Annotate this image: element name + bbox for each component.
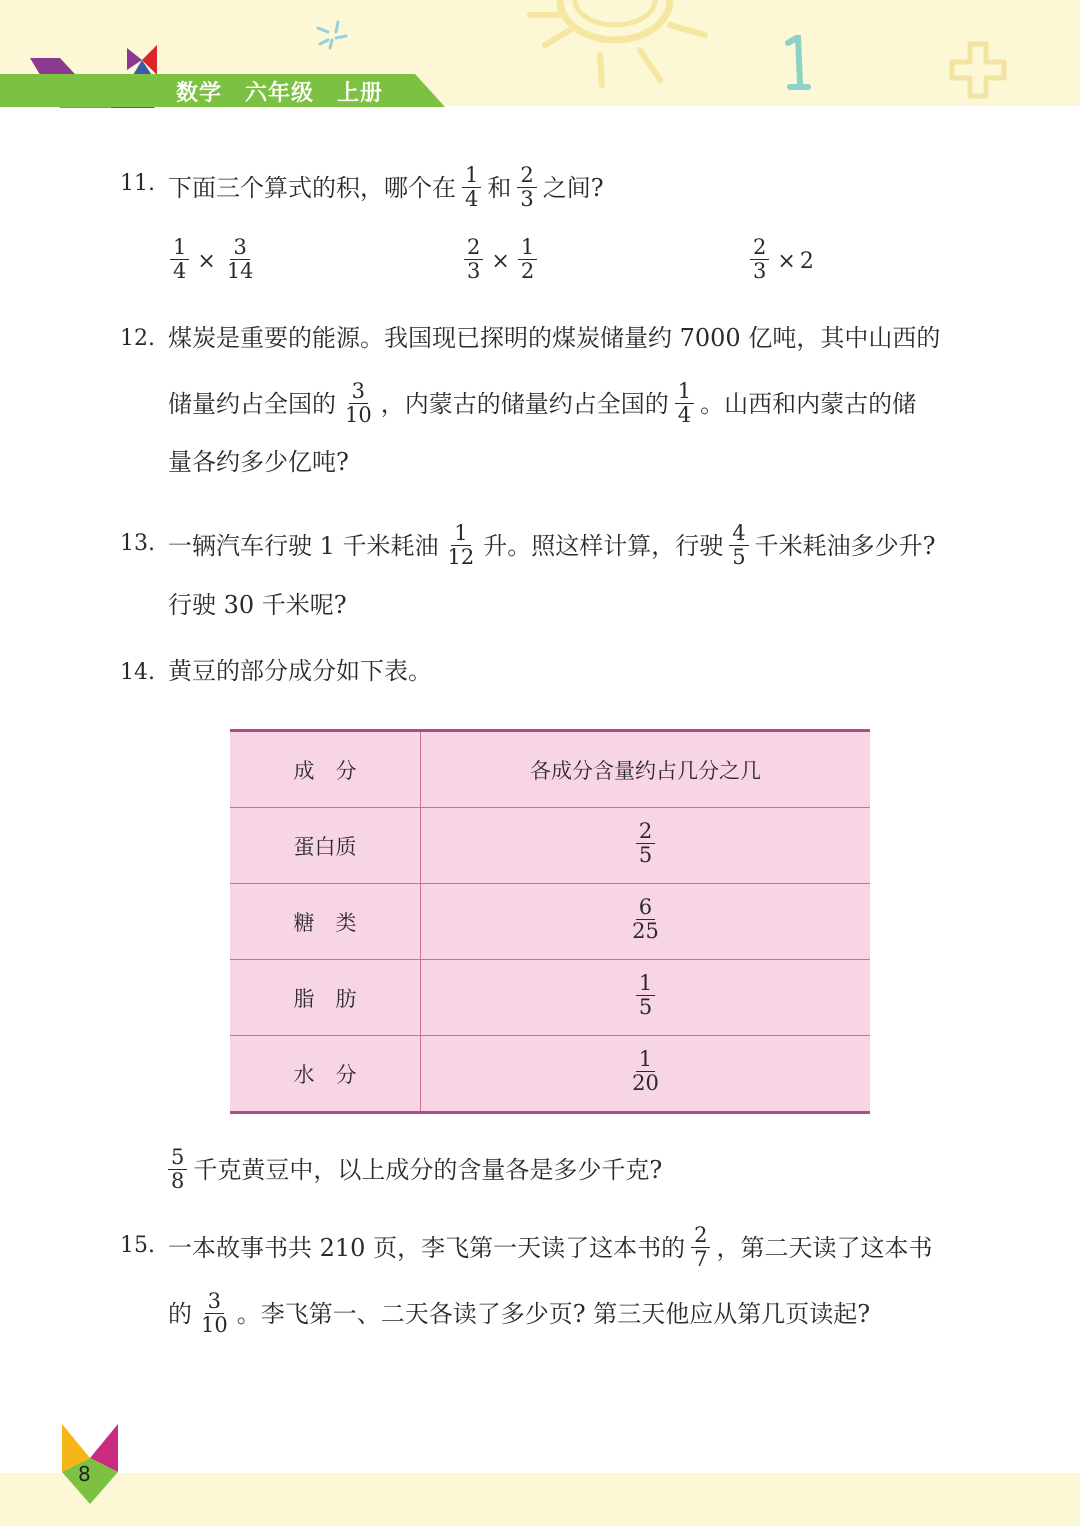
page-number: 8 [78,1462,91,1486]
table-cell-fraction: $\frac{6}{25}$ [421,884,871,960]
q14-fraction-weight: $\frac{5}{8}$ [168,1146,187,1193]
header-title: 数学 六年级 上册 [176,81,384,106]
table-header-component: 成 分 [230,731,421,808]
q11-expression-2: $\frac{2}{3}$ × $\frac{1}{2}$ [458,238,543,285]
table-cell-name: 水 分 [230,1036,421,1113]
q15-line-1: 一本故事书共 210 页，李飞第一天读了这本书的 $\frac{2}{7}$ ，第二天读了这本书 [168,1223,933,1271]
q12-fraction-shanxi: $\frac{3}{10}$ [345,379,372,427]
sun-icon [520,0,710,90]
table-cell-name: 蛋白质 [230,808,421,884]
q11-expression-3: $\frac{2}{3}$ × 2 [744,238,816,285]
table-cell-name: 糖 类 [230,884,421,960]
q11-text-a: 下面三个算式的积，哪个在 [168,174,456,202]
q13-fraction-fuel: $\frac{1}{12}$ [447,521,475,569]
q11-fraction-high: $\frac{2}{3}$ [517,164,536,211]
q11-number: 11. [120,171,155,196]
soybean-composition-table [230,729,870,1114]
table-row [230,884,870,960]
table-row [230,808,870,884]
q14-number: 14. [120,660,155,685]
q13-line-2: 行驶 30 千米呢? [168,591,347,619]
q11-text-b: 和 [487,174,512,202]
q15-fraction-day1: $\frac{2}{7}$ [691,1224,710,1271]
q15-line-2: 的 $\frac{3}{10}$ 。李飞第一、二天各读了多少页? 第三天他应从第几页读起? [168,1289,871,1337]
table-row [230,1036,870,1113]
q12-line-2: 储量约占全国的 $\frac{3}{10}$ ，内蒙古的储量约占全国的 $\frac{1}{4}$ 。山西和内蒙古的储 [168,379,917,427]
q11-fraction-low: $\frac{1}{4}$ [462,164,481,211]
q15-number: 15. [120,1233,155,1258]
q13-fraction-distance: $\frac{4}{5}$ [729,522,748,569]
q11-expression-1: $\frac{1}{4}$ × $\frac{3}{14}$ [164,238,263,285]
q15-fraction-day2: $\frac{3}{10}$ [201,1289,228,1337]
plus-icon [948,40,1008,100]
q12-number: 12. [120,326,155,351]
q13-line-1: 一辆汽车行驶 1 千米耗油 $\frac{1}{12}$ 升。照这样计算，行驶 $\frac{4}{5}$ 千米耗油多少升? [168,521,936,569]
digit-one-icon [780,35,815,95]
table-header-fraction: 各成分含量约占几分之几 [421,731,871,808]
table-cell-fraction: $\frac{1}{5}$ [421,960,871,1036]
table-cell-name: 脂 肪 [230,960,421,1036]
table-cell-fraction: $\frac{2}{5}$ [421,808,871,884]
q12-line-1: 煤炭是重要的能源。我国现已探明的煤炭储量约 7000 亿吨，其中山西的 [168,324,941,352]
q14-intro: 黄豆的部分成分如下表。 [168,657,432,685]
footer-band [0,1473,1080,1526]
sparkle-icon [310,18,355,58]
q14-question: $\frac{5}{8}$ 千克黄豆中，以上成分的含量各是多少千克? [162,1148,662,1195]
q11-stem [168,163,604,213]
q12-fraction-neimenggu: $\frac{1}{4}$ [675,380,694,427]
q13-number: 13. [120,531,155,556]
q11-text-c: 之间? [542,174,604,202]
table-row [230,960,870,1036]
table-cell-fraction: $\frac{1}{20}$ [421,1036,871,1113]
q12-line-3: 量各约多少亿吨? [168,448,349,476]
table-header-row [230,731,870,808]
